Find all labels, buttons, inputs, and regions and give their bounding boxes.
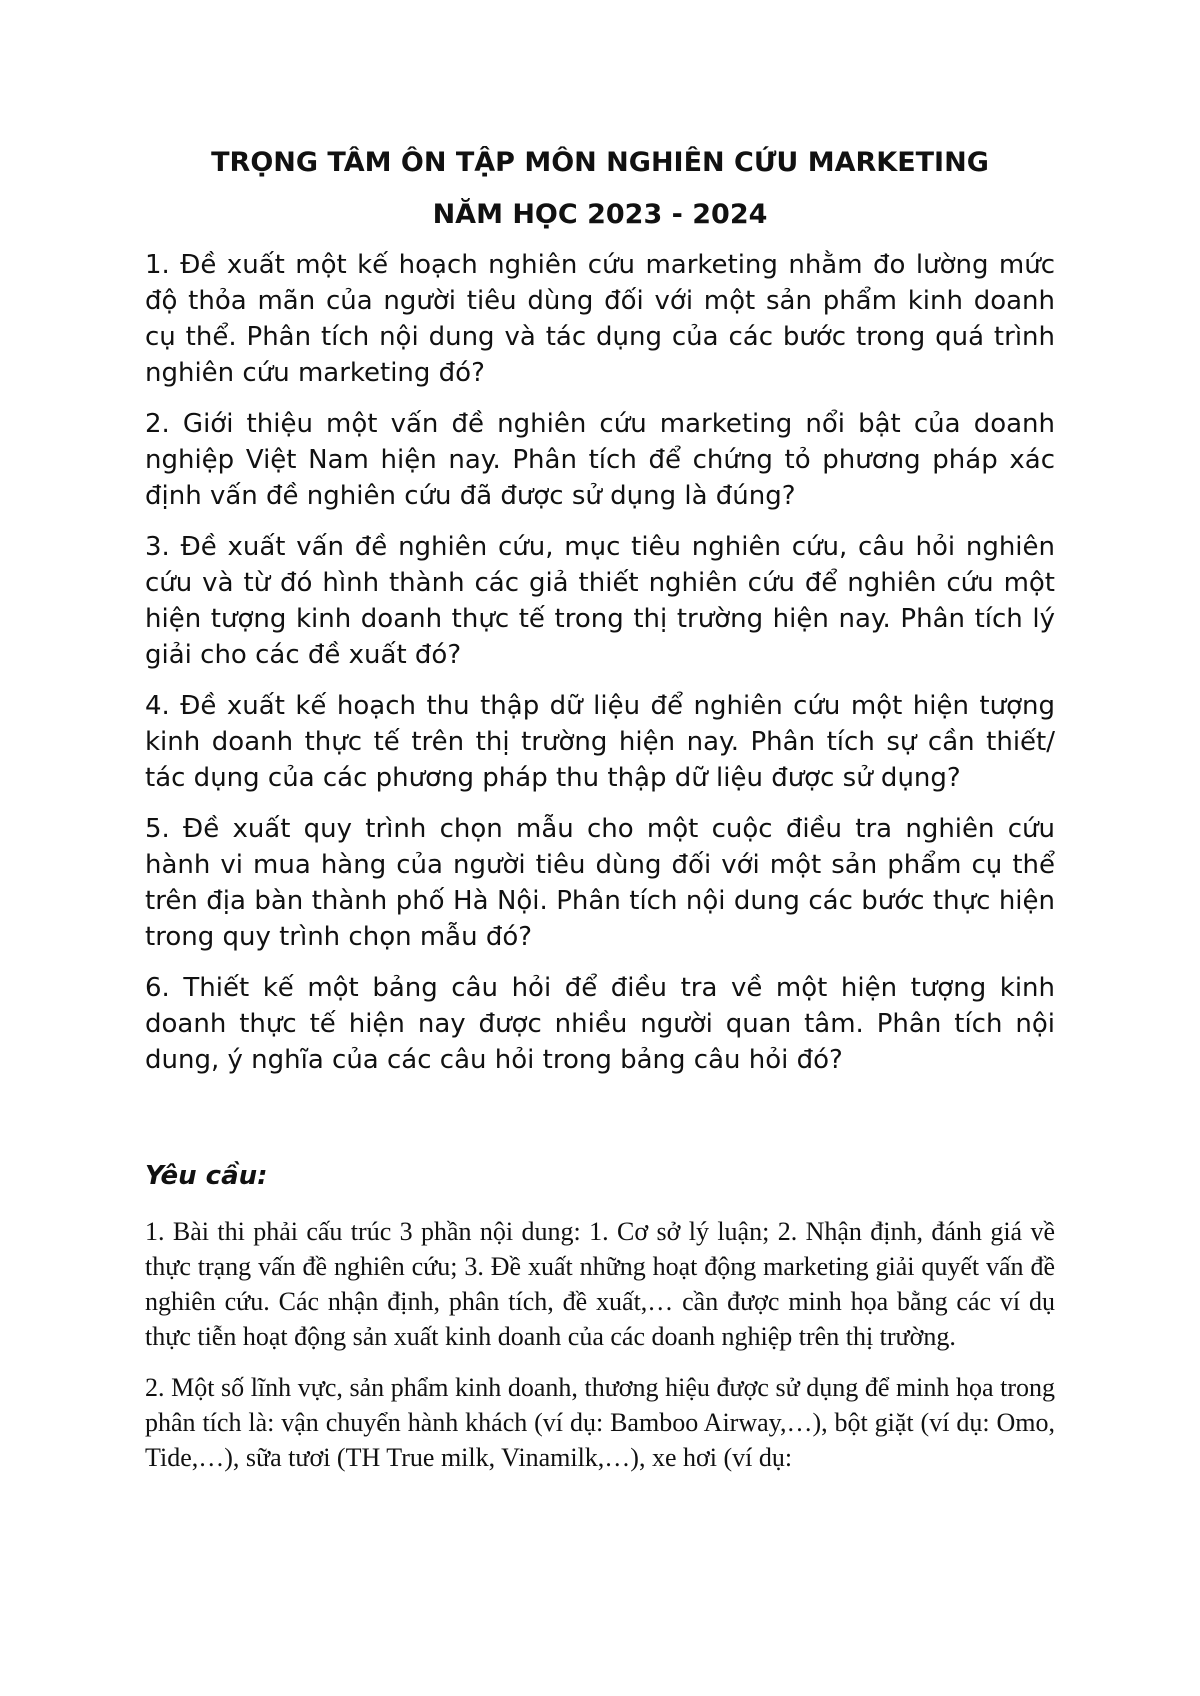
requirements-heading: Yêu cầu: bbox=[145, 1161, 268, 1191]
question-item: 3. Đề xuất vấn đề nghiên cứu, mục tiêu nghiên cứu, câu hỏi nghiên cứu và từ đó hình thành các giả thiết nghiên cứu để nghiên cứu một hiện tượng kinh doanh thực tế trong thị trường hiện nay. Phân tích lý giải cho các đề xuất đó? bbox=[145, 532, 1055, 670]
requirement-item: 1. Bài thi phải cấu trúc 3 phần nội dung: 1. Cơ sở lý luận; 2. Nhận định, đánh giá về thực trạng vấn đề nghiên cứu; 3. Đề xuất những hoạt động marketing giải quyết vấn đề nghiên cứu. Các nhận định, phân tích, đề xuất,… cần được minh họa bằng các ví dụ thực tiễn hoạt động sản xuất kinh doanh của các doanh nghiệp trên thị trường. bbox=[145, 1217, 1055, 1351]
question-item: 6. Thiết kế một bảng câu hỏi để điều tra về một hiện tượng kinh doanh thực tế hiện nay được nhiều người quan tâm. Phân tích nội dung, ý nghĩa của các câu hỏi trong bảng câu hỏi đó? bbox=[145, 973, 1055, 1075]
academic-year-title: NĂM HỌC 2023 - 2024 bbox=[432, 199, 768, 230]
document-title: TRỌNG TÂM ÔN TẬP MÔN NGHIÊN CỨU MARKETING bbox=[211, 147, 989, 178]
question-item: 5. Đề xuất quy trình chọn mẫu cho một cuộc điều tra nghiên cứu hành vi mua hàng của người tiêu dùng đối với một sản phẩm cụ thể trên địa bàn thành phố Hà Nội. Phân tích nội dung các bước thực hiện trong quy trình chọn mẫu đó? bbox=[145, 814, 1055, 952]
question-list bbox=[145, 247, 1055, 1078]
requirement-item: 2. Một số lĩnh vực, sản phẩm kinh doanh, thương hiệu được sử dụng để minh họa trong phân tích là: vận chuyển hành khách (ví dụ: Bamboo Airway,…), bột giặt (ví dụ: Omo, Tide,…), sữa tươi (TH True milk, Vinamilk,…), xe hơi (ví dụ: bbox=[145, 1373, 1055, 1472]
question-item: 4. Đề xuất kế hoạch thu thập dữ liệu để nghiên cứu một hiện tượng kinh doanh thực tế trên thị trường hiện nay. Phân tích sự cần thiết/ tác dụng của các phương pháp thu thập dữ liệu được sử dụng? bbox=[145, 691, 1055, 793]
requirements-list bbox=[145, 1214, 1055, 1491]
question-item: 2. Giới thiệu một vấn đề nghiên cứu marketing nổi bật của doanh nghiệp Việt Nam hiện nay. Phân tích để chứng tỏ phương pháp xác định vấn đề nghiên cứu đã được sử dụng là đúng? bbox=[145, 409, 1055, 511]
question-item: 1. Đề xuất một kế hoạch nghiên cứu marketing nhằm đo lường mức độ thỏa mãn của người tiêu dùng đối với một sản phẩm kinh doanh cụ thể. Phân tích nội dung và tác dụng của các bước trong quá trình nghiên cứu marketing đó? bbox=[145, 250, 1055, 388]
